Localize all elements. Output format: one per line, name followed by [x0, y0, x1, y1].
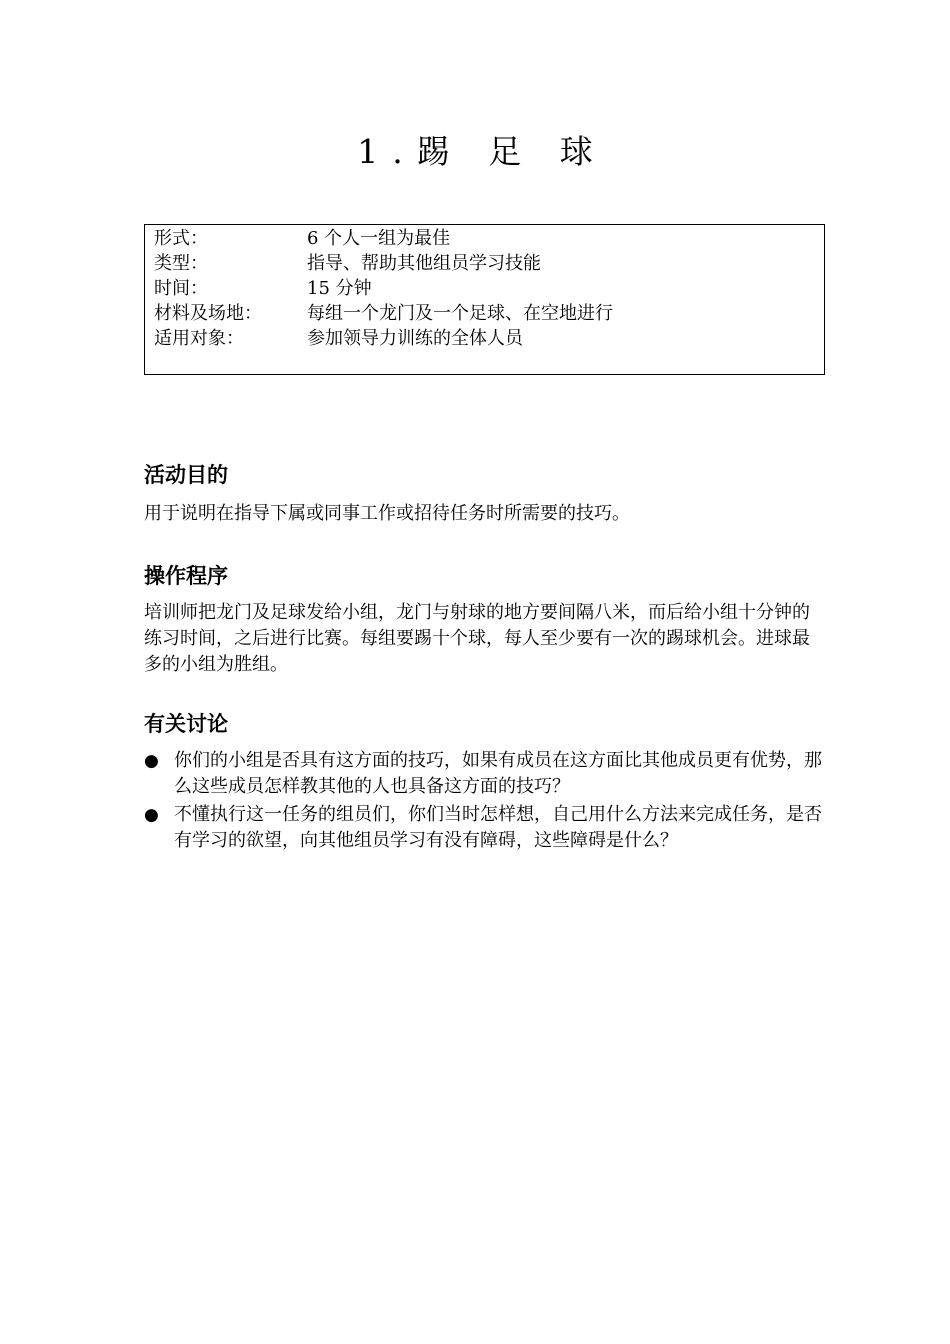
info-row-time — [154, 276, 824, 301]
info-value: 6 个人一组为最佳 — [307, 228, 451, 249]
list-item-text: 不懂执行这一任务的组员们，你们当时怎样想，自己用什么方法来完成任务，是否有学习的欲望，向其他组员学习有没有障碍，这些障碍是什么？ — [174, 804, 822, 851]
list-item — [144, 748, 824, 800]
info-label: 材料及场地： — [154, 303, 262, 324]
info-value: 每组一个龙门及一个足球、在空地进行 — [307, 303, 613, 324]
procedure-text: 培训师把龙门及足球发给小组，龙门与射球的地方要间隔八米，而后给小组十分钟的练习时间，之后进行比赛。每组要踢十个球，每人至少要有一次的踢球机会。进球最多的小组为胜组。 — [144, 602, 810, 675]
discussion-heading: 有关讨论 — [144, 712, 228, 736]
activity-info-box — [144, 224, 825, 375]
bullet-icon: ● — [144, 751, 159, 771]
info-row-type — [154, 251, 824, 276]
info-label: 时间： — [154, 278, 208, 299]
info-value: 参加领导力训练的全体人员 — [307, 328, 523, 349]
purpose-text: 用于说明在指导下属或同事工作或招待任务时所需要的技巧。 — [144, 503, 630, 524]
info-row-format — [154, 226, 824, 251]
info-row-audience — [154, 326, 824, 351]
purpose-heading: 活动目的 — [144, 463, 228, 487]
info-row-materials — [154, 301, 824, 326]
page-title: 1.踢 足 球 — [357, 132, 607, 171]
discussion-list — [144, 748, 824, 856]
list-item — [144, 802, 824, 854]
info-value: 指导、帮助其他组员学习技能 — [307, 253, 541, 274]
info-label: 形式： — [154, 228, 208, 249]
info-label: 适用对象： — [154, 328, 244, 349]
procedure-heading: 操作程序 — [144, 564, 228, 588]
info-label: 类型： — [154, 253, 208, 274]
bullet-icon: ● — [144, 805, 159, 825]
info-value: 15 分钟 — [307, 278, 372, 299]
list-item-text: 你们的小组是否具有这方面的技巧，如果有成员在这方面比其他成员更有优势，那么这些成员怎样教其他的人也具备这方面的技巧？ — [174, 750, 822, 797]
